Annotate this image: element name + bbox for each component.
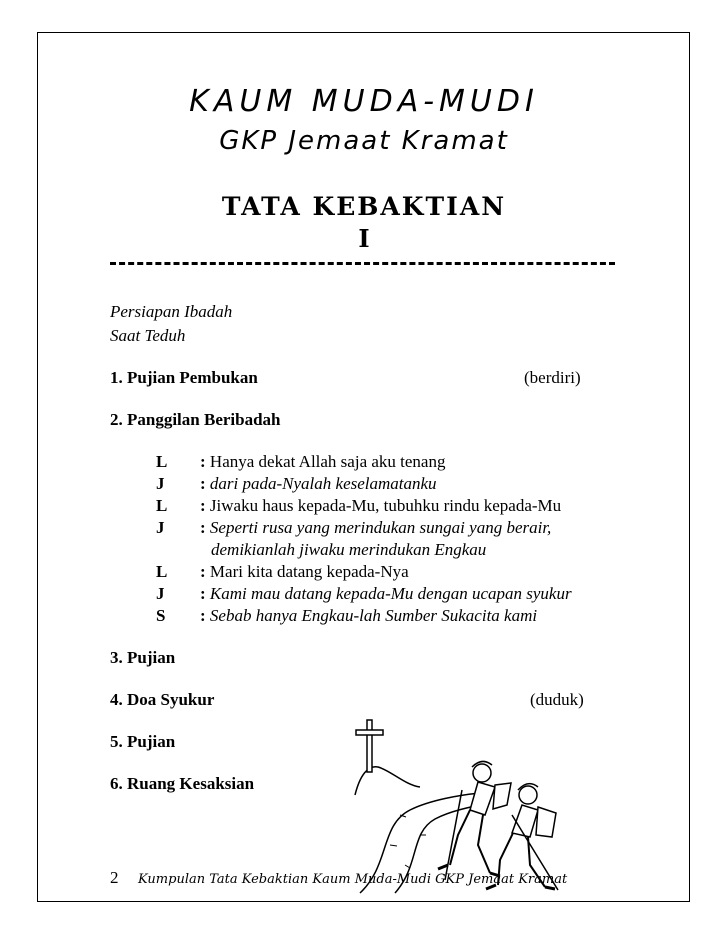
litany-line: [211, 540, 486, 560]
litany-line: [200, 562, 409, 582]
litany-code: J: [156, 474, 165, 493]
litany-sep: :: [200, 562, 206, 581]
litany-text: dari pada-Nyalah keselamatanku: [209, 474, 437, 493]
dashed-divider: [110, 262, 615, 265]
litany-code: L: [156, 496, 168, 515]
litany-code: L: [156, 452, 168, 471]
litany-sep: :: [200, 474, 206, 493]
footer-title: Kumpulan Tata Kebaktian Kaum Muda-Mudi GKP Jemaat Kramat: [138, 872, 568, 887]
litany-line: [200, 518, 551, 538]
litany-sep: :: [200, 518, 206, 537]
intro-saat-teduh: Saat Teduh: [110, 326, 186, 345]
litany-line: [200, 584, 572, 604]
litany-text: Sebab hanya Engkau-lah Sumber Sukacita kami: [209, 606, 538, 625]
title-tata-kebaktian: TATA KEBAKTIAN: [221, 192, 507, 221]
intro-persiapan: Persiapan Ibadah: [110, 302, 233, 321]
litany-code: L: [156, 562, 168, 581]
litany-sep: :: [200, 584, 206, 603]
litany-text: Jiwaku haus kepada-Mu, tubuhku rindu kepada-Mu: [209, 496, 562, 515]
litany-code: S: [156, 606, 166, 625]
litany-line: [200, 452, 445, 472]
litany-code: J: [156, 518, 165, 537]
item-2-label: 2. Panggilan Beribadah: [110, 410, 281, 429]
litany-line: [200, 606, 537, 626]
litany-text: Hanya dekat Allah saja aku tenang: [209, 452, 446, 471]
litany-sep: :: [200, 606, 206, 625]
litany-text: Kami mau datang kepada-Mu dengan ucapan syukur: [209, 584, 572, 603]
litany-sep: :: [200, 496, 206, 515]
item-5-label: 5. Pujian: [110, 732, 176, 751]
item-1-label: 1. Pujian Pembukan: [110, 368, 258, 387]
title-gkp-jemaat: GKP Jemaat Kramat: [219, 126, 509, 156]
litany-code: J: [156, 584, 165, 603]
litany-text: demikianlah jiwaku merindukan Engkau: [211, 540, 487, 559]
litany-text: Mari kita datang kepada-Nya: [209, 562, 409, 581]
item-4-note: (duduk): [530, 690, 584, 709]
item-4-label: 4. Doa Syukur: [110, 690, 215, 709]
litany-line: [200, 496, 561, 516]
litany-text: Seperti rusa yang merindukan sungai yang berair,: [209, 518, 552, 537]
item-1-note: (berdiri): [524, 368, 581, 387]
page-number: 2: [110, 868, 119, 887]
litany-sep: :: [200, 452, 206, 471]
item-3-label: 3. Pujian: [110, 648, 176, 667]
title-kaum-muda-mudi: KAUM MUDA-MUDI: [189, 84, 539, 119]
hikers-cross-illustration: [350, 715, 590, 895]
title-roman-numeral: I: [358, 224, 370, 253]
litany-line: [200, 474, 437, 494]
item-6-label: 6. Ruang Kesaksian: [110, 774, 255, 793]
